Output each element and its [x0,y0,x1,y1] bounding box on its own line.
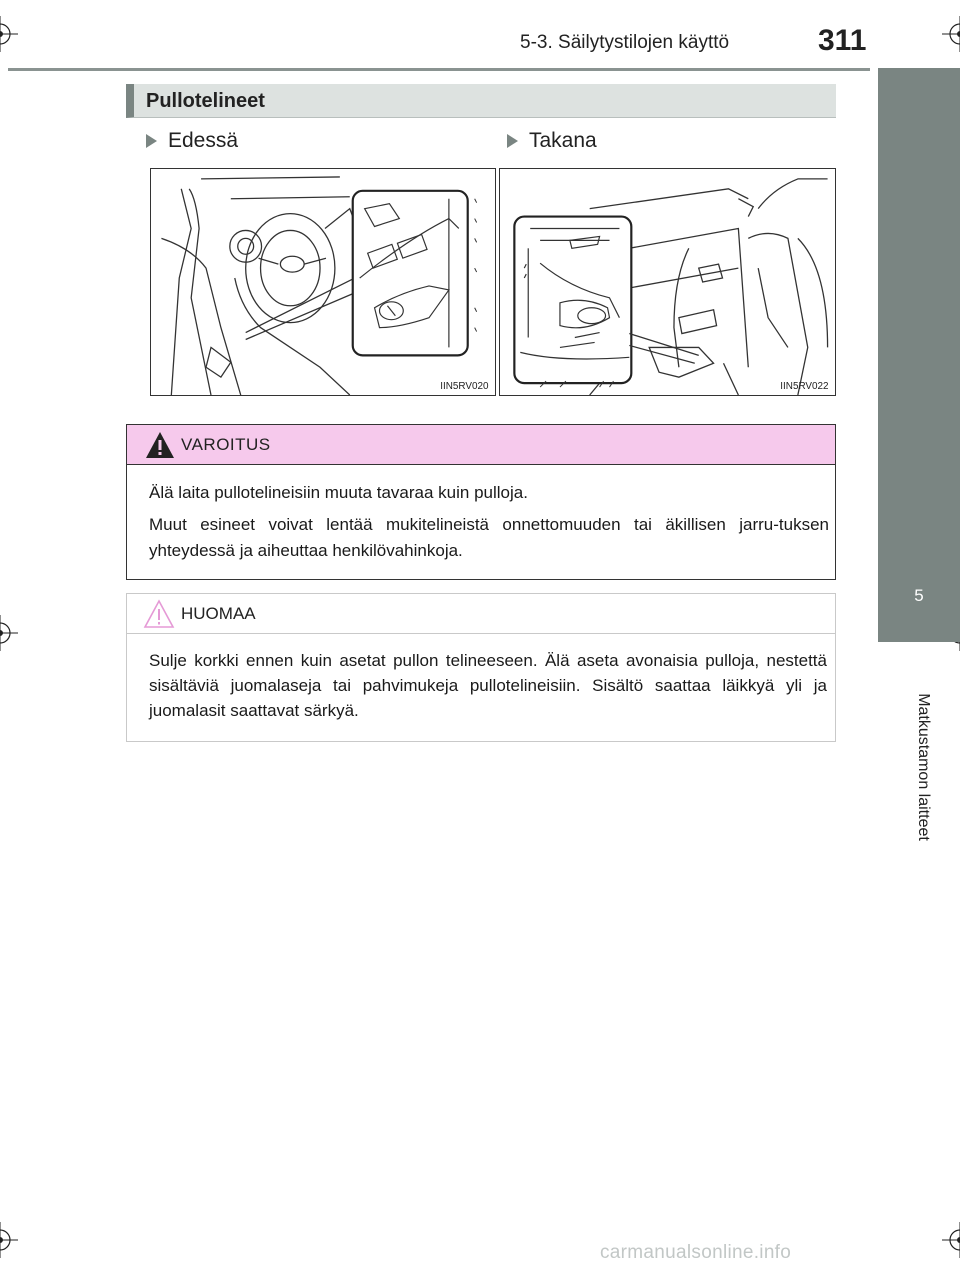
bullet-triangle-icon [507,134,518,148]
chapter-tab [878,68,960,642]
notice-header [127,594,835,634]
notice-text: Sulje korkki ennen kuin asetat pullon telineeseen. Älä aseta avonaisia pulloja, nestettä sisältäviä juomalaseja tai pahvimukeja pullotelineisiin. Sisältö saattaa läikkyä yli ja juomalasit saattavat särkyä. [149,651,827,720]
bullet-triangle-icon [146,134,157,148]
registration-mark-icon [0,1222,18,1258]
zoom-inset-front [353,191,468,356]
registration-mark-icon [0,615,18,651]
section-heading [126,84,836,118]
section-title: 5-3. Säilytystilojen käyttö [520,32,730,53]
zoom-inset-rear [514,217,698,384]
rear-cup-holder-illustration [499,168,836,396]
warning-title: VAROITUS [181,435,271,454]
section-heading-text: Pullotelineet [146,90,265,112]
front-cup-holder-illustration [150,168,496,396]
warning-box [126,424,836,580]
warning-header [127,425,835,465]
registration-mark-icon [942,1222,960,1258]
warning-paragraph: Älä laita pullotelineisiin muuta tavaraa kuin pulloja. [149,483,528,502]
footer-watermark: carmanualsonline.info [600,1242,792,1263]
chapter-label: Matkustamon laitteet [915,693,932,841]
chapter-number: 5 [914,586,924,605]
warning-paragraph: Muut esineet voivat lentää mukitelineistä onnettomuuden tai äkillisen jarru-tuksen yhteydessä ja aiheuttaa henkilövahinkoja. [149,515,829,560]
notice-box [126,593,836,742]
illustration-code-rear: IIN5RV022 [780,381,829,393]
page-number: 311 [818,24,867,57]
rear-door-illustration-icon [500,169,835,395]
notice-title: HUOMAA [181,604,256,623]
front-door-illustration-icon [151,169,495,395]
header-rule [8,68,870,71]
illustration-code-front: IIN5RV020 [440,381,489,393]
caution-triangle-icon [143,599,175,629]
registration-mark-icon [942,16,960,52]
warning-triangle-icon [145,431,175,459]
registration-mark-icon [0,16,18,52]
